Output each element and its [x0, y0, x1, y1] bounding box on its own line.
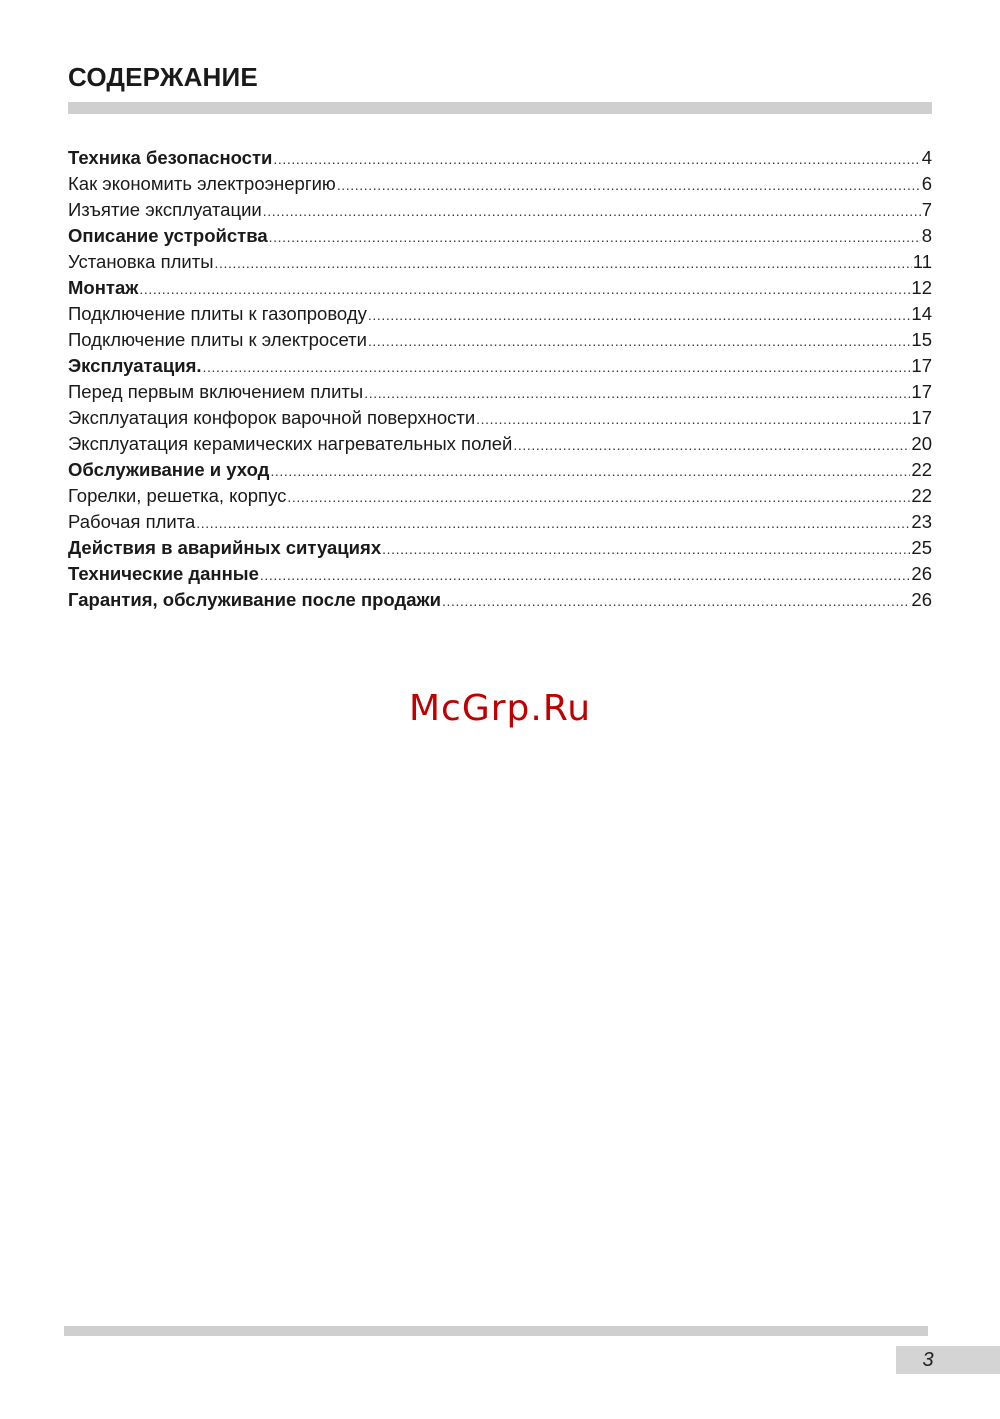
toc-entry[interactable]: [68, 249, 932, 275]
toc-dot-leader: [442, 588, 910, 613]
page-number-box: [896, 1346, 1000, 1374]
toc-entry[interactable]: [68, 457, 932, 483]
toc-entry-label: Технические данные: [68, 563, 259, 584]
toc-entry-page: 20: [911, 433, 932, 454]
page-number: 3: [922, 1349, 934, 1371]
toc-dot-leader: [364, 380, 910, 405]
toc-dot-leader: [203, 354, 911, 379]
toc-entry-page: 8: [921, 225, 932, 246]
toc-entry-label: Подключение плиты к газопроводу: [68, 303, 367, 324]
toc-entry-label: Перед первым включением плиты: [68, 381, 364, 402]
toc-entry-label: Техника безопасности: [68, 147, 273, 168]
toc-entry-label: Действия в аварийных ситуациях: [68, 537, 382, 558]
toc-entry-label: Эксплуатация.: [68, 355, 202, 376]
toc-entry-label: Как экономить электроэнергию: [68, 173, 336, 194]
toc-entry[interactable]: [68, 171, 932, 197]
toc-entry-label: Горелки, решетка, корпус: [68, 485, 287, 506]
toc-entry-page: 4: [921, 147, 932, 168]
toc-entry-label: Обслуживание и уход: [68, 459, 270, 480]
toc-entry-label: Эксплуатация конфорок варочной поверхности: [68, 407, 476, 428]
toc-entry-page: 12: [911, 277, 932, 298]
toc-entry-page: 25: [911, 537, 932, 558]
footer-divider: [64, 1326, 928, 1336]
watermark: McGrp.Ru: [408, 688, 592, 729]
toc-dot-leader: [196, 510, 910, 535]
toc-entry[interactable]: [68, 327, 932, 353]
toc-entry-page: 23: [911, 511, 932, 532]
toc-dot-leader: [476, 406, 910, 431]
toc-entry[interactable]: [68, 145, 932, 171]
toc-entry-page: 17: [911, 407, 932, 428]
toc-dot-leader: [513, 432, 910, 457]
toc-entry-label: Рабочая плита: [68, 511, 196, 532]
toc-dot-leader: [273, 146, 920, 171]
toc-entry[interactable]: [68, 483, 932, 509]
toc-dot-leader: [337, 172, 921, 197]
toc-entry-page: 22: [911, 459, 932, 480]
toc-dot-leader: [263, 198, 921, 223]
toc-dot-leader: [368, 302, 911, 327]
toc-entry-label: Описание устройства: [68, 225, 268, 246]
toc-entry[interactable]: [68, 301, 932, 327]
toc-dot-leader: [139, 276, 910, 301]
toc-entry-label: Подключение плиты к электросети: [68, 329, 367, 350]
toc-entry[interactable]: [68, 197, 932, 223]
toc-entry-page: 14: [911, 303, 932, 324]
toc-entry[interactable]: [68, 223, 932, 249]
toc-entry[interactable]: [68, 509, 932, 535]
toc-dot-leader: [260, 562, 911, 587]
toc-entry[interactable]: [68, 275, 932, 301]
toc-entry[interactable]: [68, 353, 932, 379]
toc-dot-leader: [270, 458, 910, 483]
toc-entry-page: 6: [921, 173, 932, 194]
toc-entry-page: 26: [911, 589, 932, 610]
toc-entry[interactable]: [68, 379, 932, 405]
toc-entry-label: Эксплуатация керамических нагревательных полей: [68, 433, 513, 454]
toc-entry[interactable]: [68, 405, 932, 431]
toc-entry-page: 22: [911, 485, 932, 506]
table-of-contents: [68, 145, 932, 613]
toc-dot-leader: [382, 536, 910, 561]
toc-dot-leader: [368, 328, 910, 353]
toc-entry-page: 17: [911, 355, 932, 376]
toc-entry-page: 7: [921, 199, 932, 220]
toc-entry-label: Установка плиты: [68, 251, 214, 272]
toc-entry[interactable]: [68, 431, 932, 457]
toc-entry-page: 26: [911, 563, 932, 584]
toc-entry-label: Монтаж: [68, 277, 139, 298]
toc-dot-leader: [215, 250, 912, 275]
toc-entry-page: 11: [912, 251, 932, 272]
toc-entry[interactable]: [68, 561, 932, 587]
title-divider: [68, 102, 932, 114]
toc-entry-page: 17: [911, 381, 932, 402]
toc-entry-label: Гарантия, обслуживание после продажи: [68, 589, 441, 610]
toc-dot-leader: [287, 484, 910, 509]
toc-entry-label: Изъятие эксплуатации: [68, 199, 262, 220]
toc-entry-page: 15: [911, 329, 932, 350]
toc-dot-leader: [269, 224, 921, 249]
toc-entry[interactable]: [68, 535, 932, 561]
toc-entry[interactable]: [68, 587, 932, 613]
page-title: СОДЕРЖАНИЕ: [68, 62, 258, 92]
